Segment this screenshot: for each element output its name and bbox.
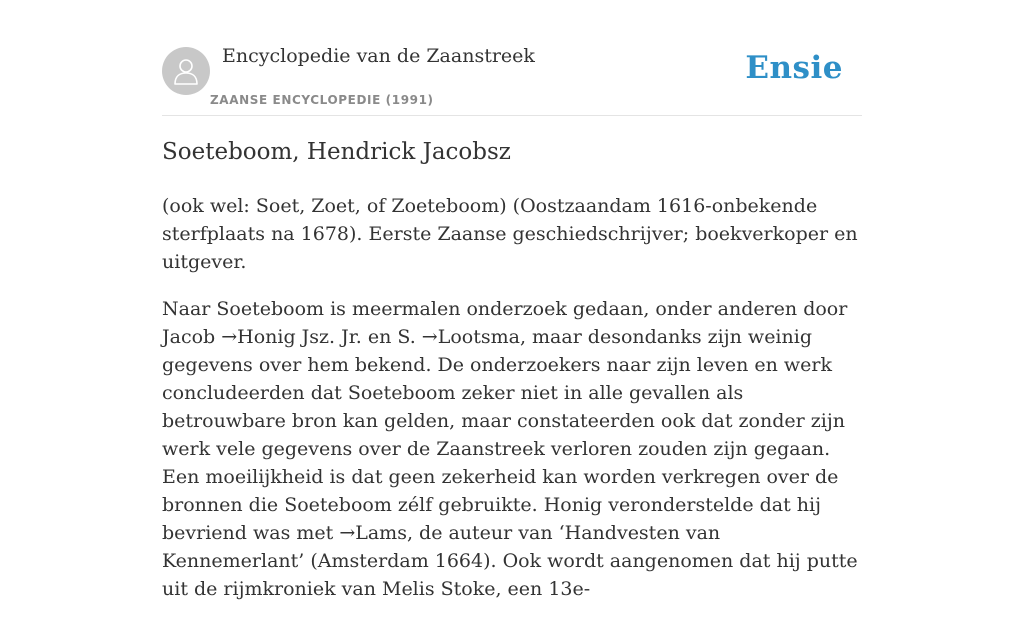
paragraph-text: , maar desondanks zijn weinig gegevens over hem bekend. De onderzoekers naar zijn leven en werk concludeerden dat Soeteboom zeker niet in alle gevallen als betrouwbare bron kan gelden, maar constateerden ook dat zonder zijn werk vele gegevens over de Zaanstreek verloren zouden zijn gegaan. Een moeilijkheid is dat geen zekerheid kan worden verkregen over de bronnen die Soeteboom zélf gebruikte. Honig veronderstelde dat hij bevriend was met [162,326,845,544]
entry-paragraph-2 [162,295,862,603]
source-avatar[interactable] [162,47,210,95]
crossref-link-honig[interactable]: →Honig Jsz. Jr. [221,326,362,348]
source-title-link[interactable]: Encyclopedie van de Zaanstreek [222,45,535,67]
paragraph-text: Naar Soeteboom is meermalen onderzoek gedaan, onder anderen door Jacob [162,298,848,348]
user-silhouette-icon [172,56,200,86]
paragraph-text: en S. [361,326,422,348]
crossref-link-lams[interactable]: →Lams [339,522,407,544]
page [162,0,862,600]
entry-title: Soeteboom, Hendrick Jacobsz [162,139,511,165]
ensie-logo[interactable]: Ensie [745,50,843,86]
crossref-link-lootsma[interactable]: →Lootsma [421,326,520,348]
source-subtitle: ZAANSE ENCYCLOPEDIE (1991) [210,93,434,107]
source-header [162,0,862,116]
entry-content [162,192,862,622]
paragraph-text: , de auteur van ‘Handvesten van Kennemerlant’ (Amsterdam 1664). Ook wordt aangenomen dat hij putte uit de rijmkroniek van Melis Stoke, een 13e- [162,522,858,600]
entry-paragraph-1: (ook wel: Soet, Zoet, of Zoeteboom) (Oostzaandam 1616-onbekende sterfplaats na 1678). Eerste Zaanse geschiedschrijver; boekverkoper en uitgever. [162,195,858,273]
